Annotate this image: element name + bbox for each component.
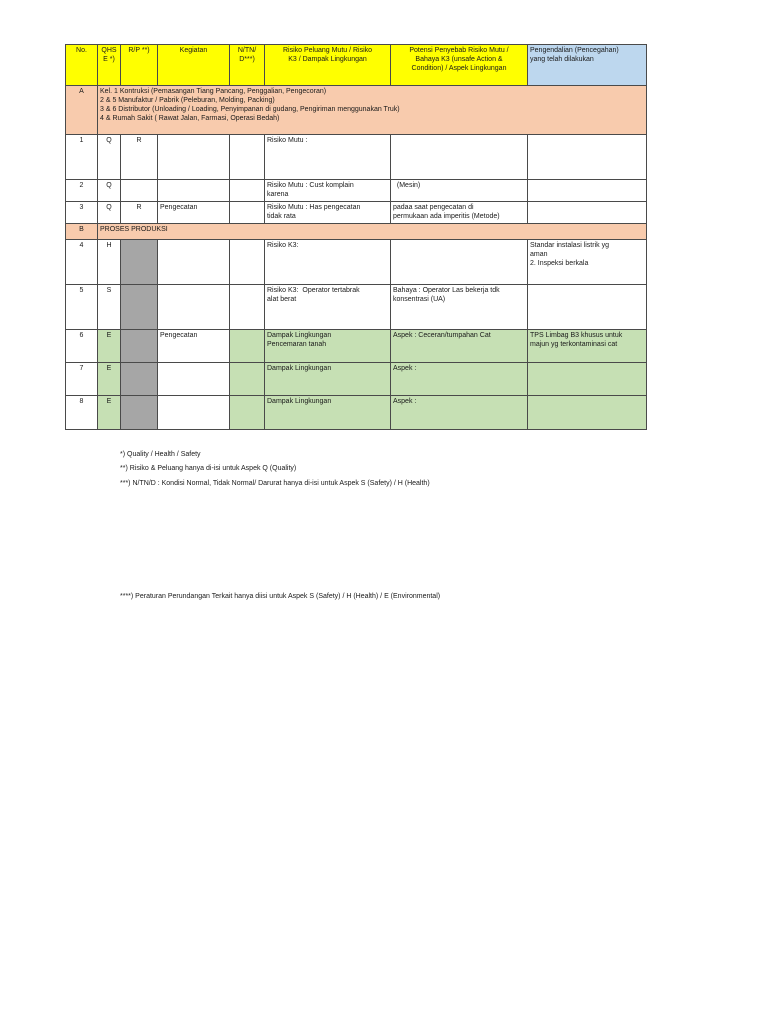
cell-potensi-line-2: permukaan ada imperitis (Metode) bbox=[393, 213, 500, 220]
table-row bbox=[66, 396, 647, 430]
header-potensi[interactable] bbox=[391, 45, 528, 86]
cell-kegiatan[interactable] bbox=[158, 396, 230, 430]
footnotes bbox=[120, 450, 430, 488]
cell-risiko-line-2: Pencemaran tanah bbox=[267, 341, 327, 348]
footnote-3: ***) N/TN/D : Kondisi Normal, Tidak Normal/ Darurat hanya di-isi untuk Aspek S (Safety) / H (Health) bbox=[120, 480, 430, 487]
cell-no[interactable]: 4 bbox=[66, 240, 98, 285]
cell-qhse[interactable]: Q bbox=[98, 135, 121, 180]
cell-rp[interactable]: R bbox=[121, 135, 158, 180]
cell-risiko[interactable] bbox=[265, 285, 391, 330]
cell-rp-disabled bbox=[121, 240, 158, 285]
cell-rp[interactable] bbox=[121, 180, 158, 202]
cell-potensi-line-2: konsentrasi (UA) bbox=[393, 296, 446, 303]
cell-pengendalian-line-2: majun yg terkontaminasi cat bbox=[530, 341, 618, 348]
cell-risiko-line-1: Dampak Lingkungan bbox=[267, 398, 332, 405]
cell-kegiatan[interactable]: Pengecatan bbox=[158, 330, 230, 363]
cell-qhse[interactable]: S bbox=[98, 285, 121, 330]
cell-qhse[interactable]: Q bbox=[98, 202, 121, 224]
footnote-2: **) Risiko & Peluang hanya di-isi untuk Aspek Q (Quality) bbox=[120, 465, 297, 472]
header-qhse-line-2: E *) bbox=[103, 56, 115, 63]
cell-no[interactable]: 6 bbox=[66, 330, 98, 363]
risk-register-table bbox=[65, 44, 647, 430]
cell-risiko-line-1: Risiko Mutu : bbox=[267, 137, 308, 144]
cell-risiko-line-1: Risiko Mutu : Has pengecatan bbox=[267, 204, 361, 211]
cell-pengendalian[interactable] bbox=[528, 330, 647, 363]
section-a-line-3: 3 & 6 Distributor (Unloading / Loading, Penyimpanan di gudang, Pengiriman menggunakan Truk) bbox=[100, 106, 400, 113]
cell-kegiatan[interactable] bbox=[158, 180, 230, 202]
cell-rp-disabled bbox=[121, 363, 158, 396]
cell-ntnd[interactable] bbox=[230, 363, 265, 396]
section-a-code[interactable]: A bbox=[66, 86, 98, 135]
header-qhse-line-1: QHS bbox=[101, 47, 117, 54]
header-ntnd-line-1: N/TN/ bbox=[237, 47, 257, 54]
cell-no[interactable]: 1 bbox=[66, 135, 98, 180]
section-a-line-4: 4 & Rumah Sakit ( Rawat Jalan, Farmasi, Operasi Bedah) bbox=[100, 115, 280, 122]
cell-kegiatan[interactable]: Pengecatan bbox=[158, 202, 230, 224]
cell-qhse[interactable]: E bbox=[98, 396, 121, 430]
cell-risiko-line-2: karena bbox=[267, 191, 289, 198]
section-b-row bbox=[66, 224, 647, 240]
cell-rp-disabled bbox=[121, 285, 158, 330]
header-potensi-line-1: Potensi Penyebab Risiko Mutu / bbox=[409, 47, 509, 54]
section-a-description[interactable] bbox=[98, 86, 647, 135]
cell-potensi[interactable] bbox=[391, 330, 528, 363]
section-b-code[interactable]: B bbox=[66, 224, 98, 240]
table-row bbox=[66, 202, 647, 224]
table-row bbox=[66, 285, 647, 330]
cell-ntnd[interactable] bbox=[230, 285, 265, 330]
cell-pengendalian-line-1: TPS Limbag B3 khusus untuk bbox=[530, 332, 623, 339]
header-potensi-line-3: Condition) / Aspek Lingkungan bbox=[411, 65, 507, 72]
cell-rp-disabled bbox=[121, 396, 158, 430]
section-b-label[interactable]: PROSES PRODUKSI bbox=[98, 224, 647, 240]
cell-kegiatan[interactable] bbox=[158, 285, 230, 330]
cell-risiko-line-2: alat berat bbox=[267, 296, 297, 303]
header-kegiatan[interactable]: Kegiatan bbox=[158, 45, 230, 86]
cell-potensi[interactable] bbox=[391, 285, 528, 330]
header-potensi-line-2: Bahaya K3 (unsafe Action & bbox=[415, 56, 503, 63]
cell-qhse[interactable]: H bbox=[98, 240, 121, 285]
cell-pengendalian[interactable] bbox=[528, 363, 647, 396]
cell-pengendalian[interactable] bbox=[528, 135, 647, 180]
cell-kegiatan[interactable] bbox=[158, 240, 230, 285]
header-pengendalian-line-1: Pengendalian (Pencegahan) bbox=[530, 47, 619, 54]
cell-potensi-line-1: Aspek : bbox=[393, 365, 417, 372]
cell-risiko[interactable] bbox=[265, 180, 391, 202]
header-pengendalian[interactable] bbox=[528, 45, 647, 86]
cell-ntnd[interactable] bbox=[230, 240, 265, 285]
cell-kegiatan[interactable] bbox=[158, 363, 230, 396]
cell-no[interactable]: 8 bbox=[66, 396, 98, 430]
footnote-4: ****) Peraturan Perundangan Terkait hanya diisi untuk Aspek S (Safety) / H (Health) / E (Environmental) bbox=[120, 593, 441, 600]
cell-risiko-line-1: Dampak Lingkungan bbox=[267, 365, 332, 372]
cell-risiko-line-1: Risiko Mutu : Cust komplain bbox=[267, 182, 354, 189]
cell-ntnd[interactable] bbox=[230, 330, 265, 363]
cell-ntnd[interactable] bbox=[230, 396, 265, 430]
cell-risiko[interactable] bbox=[265, 202, 391, 224]
cell-risiko[interactable] bbox=[265, 330, 391, 363]
cell-rp[interactable]: R bbox=[121, 202, 158, 224]
header-qhse[interactable] bbox=[98, 45, 121, 86]
cell-potensi[interactable] bbox=[391, 180, 528, 202]
cell-risiko[interactable] bbox=[265, 363, 391, 396]
header-no[interactable]: No. bbox=[66, 45, 98, 86]
cell-qhse[interactable]: Q bbox=[98, 180, 121, 202]
cell-no[interactable]: 3 bbox=[66, 202, 98, 224]
table-row bbox=[66, 180, 647, 202]
cell-risiko-line-1: Risiko K3: bbox=[267, 242, 299, 249]
cell-kegiatan[interactable] bbox=[158, 135, 230, 180]
cell-risiko[interactable] bbox=[265, 396, 391, 430]
cell-potensi-line-1: (Mesin) bbox=[393, 182, 421, 189]
table-row bbox=[66, 135, 647, 180]
cell-potensi[interactable] bbox=[391, 240, 528, 285]
section-a-line-2: 2 & 5 Manufaktur / Pabrik (Peleburan, Molding, Packing) bbox=[100, 97, 275, 104]
section-a-row bbox=[66, 86, 647, 135]
cell-rp-disabled bbox=[121, 330, 158, 363]
table-row bbox=[66, 363, 647, 396]
cell-pengendalian[interactable] bbox=[528, 202, 647, 224]
cell-potensi-line-1: Aspek : bbox=[393, 398, 417, 405]
cell-potensi-line-1: padaa saat pengecatan di bbox=[393, 204, 474, 211]
cell-potensi[interactable] bbox=[391, 363, 528, 396]
cell-risiko-line-1: Risiko K3: Operator tertabrak bbox=[267, 287, 360, 294]
cell-ntnd[interactable] bbox=[230, 202, 265, 224]
cell-pengendalian-line-2: aman bbox=[530, 251, 548, 258]
cell-pengendalian-line-1: Standar instalasi listrik yg bbox=[530, 242, 609, 249]
cell-risiko-line-2: tidak rata bbox=[267, 213, 296, 220]
cell-risiko[interactable] bbox=[265, 240, 391, 285]
header-ntnd-line-2: D***) bbox=[239, 56, 255, 63]
cell-no[interactable]: 7 bbox=[66, 363, 98, 396]
cell-ntnd[interactable] bbox=[230, 180, 265, 202]
cell-qhse[interactable]: E bbox=[98, 330, 121, 363]
cell-ntnd[interactable] bbox=[230, 135, 265, 180]
cell-no[interactable]: 5 bbox=[66, 285, 98, 330]
header-risiko-line-2: K3 / Dampak Lingkungan bbox=[288, 56, 367, 63]
header-risiko[interactable] bbox=[265, 45, 391, 86]
cell-potensi[interactable] bbox=[391, 135, 528, 180]
cell-potensi-line-1: Bahaya : Operator Las bekerja tdk bbox=[393, 287, 500, 294]
header-risiko-line-1: Risiko Peluang Mutu / Risiko bbox=[282, 47, 373, 54]
header-row bbox=[66, 45, 647, 86]
header-rp[interactable]: R/P **) bbox=[121, 45, 158, 86]
table-row bbox=[66, 330, 647, 363]
cell-risiko-line-1: Dampak Lingkungan bbox=[267, 332, 332, 339]
cell-pengendalian[interactable] bbox=[528, 396, 647, 430]
cell-pengendalian[interactable] bbox=[528, 285, 647, 330]
cell-pengendalian[interactable] bbox=[528, 180, 647, 202]
cell-potensi[interactable] bbox=[391, 396, 528, 430]
section-a-line-1: Kel. 1 Kontruksi (Pemasangan Tiang Pancang, Penggalian, Pengecoran) bbox=[100, 88, 327, 95]
cell-no[interactable]: 2 bbox=[66, 180, 98, 202]
header-ntnd[interactable] bbox=[230, 45, 265, 86]
cell-pengendalian-line-3: 2. Inspeksi berkala bbox=[530, 260, 589, 267]
footnote-1: *) Quality / Health / Safety bbox=[120, 451, 201, 458]
cell-pengendalian[interactable] bbox=[528, 240, 647, 285]
cell-potensi-line-1: Aspek : Ceceran/tumpahan Cat bbox=[393, 332, 491, 339]
table-row bbox=[66, 240, 647, 285]
cell-risiko[interactable] bbox=[265, 135, 391, 180]
header-pengendalian-line-2: yang telah dilakukan bbox=[530, 56, 594, 63]
cell-qhse[interactable]: E bbox=[98, 363, 121, 396]
cell-potensi[interactable] bbox=[391, 202, 528, 224]
